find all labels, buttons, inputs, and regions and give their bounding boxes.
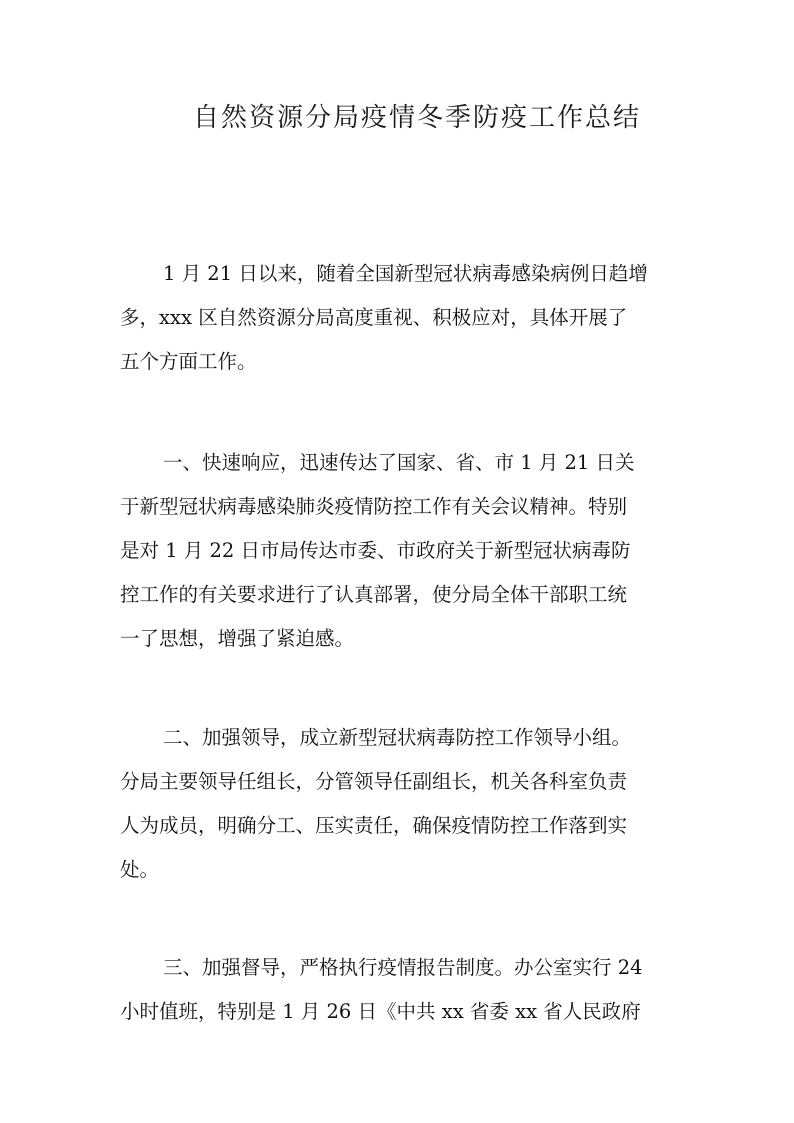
paragraph-line: 一、快速响应，迅速传达了国家、省、市 1 月 21 日关: [163, 451, 635, 474]
paragraph-intro: [120, 252, 680, 384]
paragraph-line: 于新型冠状病毒感染肺炎疫情防控工作有关会议精神。特别: [120, 495, 628, 518]
paragraph-section-1: [120, 441, 680, 661]
paragraph-section-3: [120, 946, 680, 1034]
paragraph-line: 是对 1 月 22 日市局传达市委、市政府关于新型冠状病毒防: [120, 539, 631, 562]
paragraph-line: 人为成员，明确分工、压实责任，确保疫情防控工作落到实: [120, 814, 628, 837]
paragraph-section-2: [120, 716, 680, 892]
document-title: 自然资源分局疫情冬季防疫工作总结: [193, 103, 642, 133]
paragraph-line: 分局主要领导任组长，分管领导任副组长，机关各科室负责: [120, 770, 628, 793]
paragraph-line: 控工作的有关要求进行了认真部署，使分局全体干部职工统: [120, 583, 628, 606]
paragraph-line: 一了思想，增强了紧迫感。: [120, 627, 355, 650]
paragraph-line: 三、加强督导，严格执行疫情报告制度。办公室实行 24: [163, 956, 643, 979]
paragraph-line: 1 月 21 日以来，随着全国新型冠状病毒感染病例日趋增: [163, 262, 648, 285]
paragraph-line: 处。: [120, 858, 160, 881]
paragraph-line: 五个方面工作。: [120, 350, 257, 373]
paragraph-line: 多，xxx 区自然资源分局高度重视、积极应对，具体开展了: [120, 306, 628, 329]
paragraph-line: 小时值班，特别是 1 月 26 日《中共 xx 省委 xx 省人民政府: [120, 1000, 641, 1023]
paragraph-line: 二、加强领导，成立新型冠状病毒防控工作领导小组。: [163, 726, 632, 749]
